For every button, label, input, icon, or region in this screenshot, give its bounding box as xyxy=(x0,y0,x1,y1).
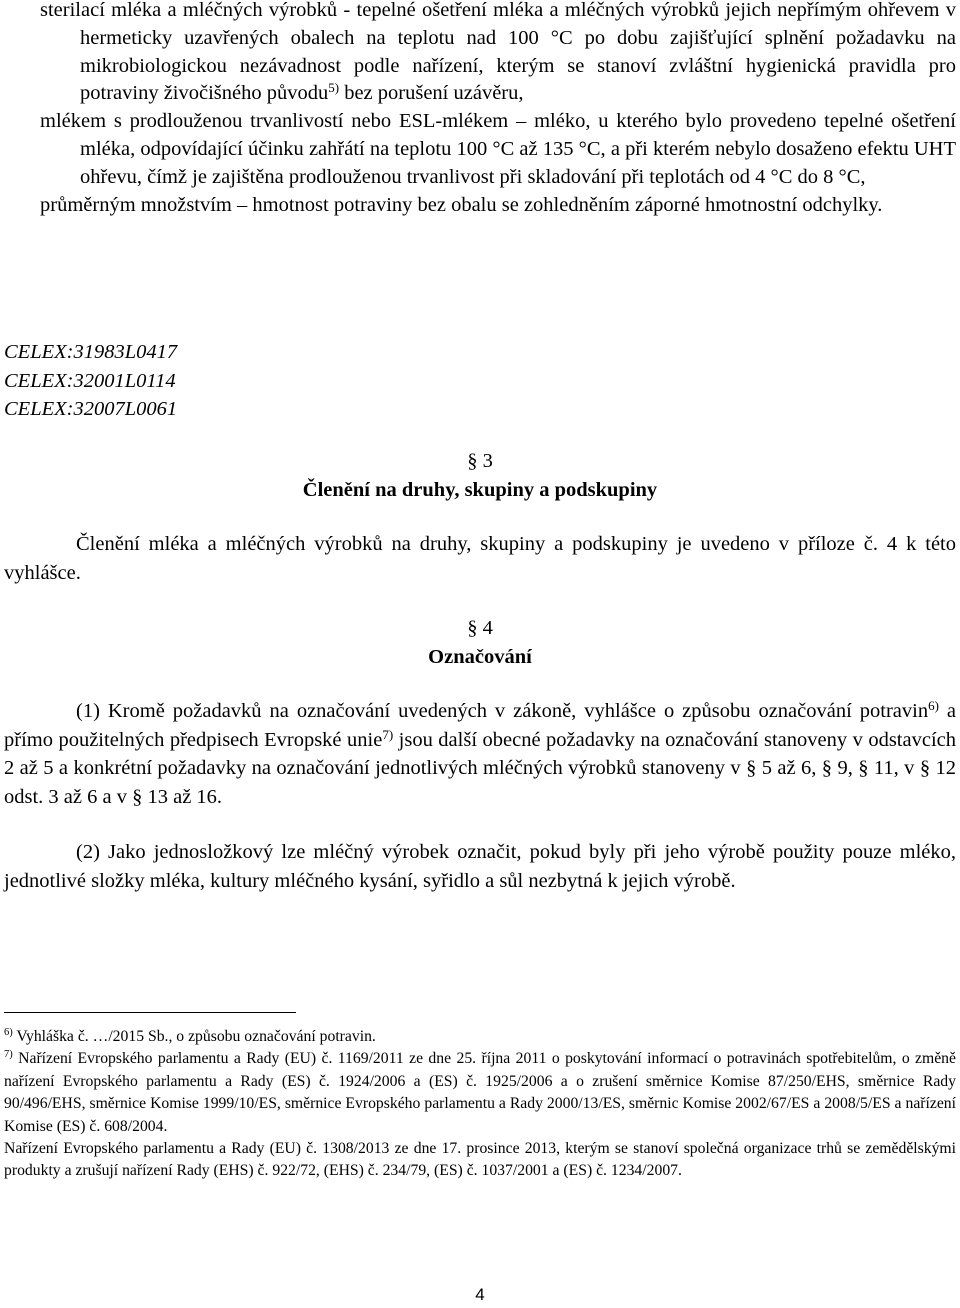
definition-list xyxy=(4,0,956,219)
section-title: Členění na druhy, skupiny a podskupiny xyxy=(302,479,658,501)
definition-y xyxy=(4,108,956,191)
footnote-mark: 7) xyxy=(4,1049,13,1061)
celex-ref: CELEX:32001L0114 xyxy=(4,369,176,392)
definition-label xyxy=(4,108,40,136)
footnote-7: $^{7)}$ Nařízení Evropského parlamentu a Rady (EU) č. 1169/2011 ze dne 25. října 2011 o poskytování informací o potravinách spotřebitelům, o změně nařízení Evropského parlamentu a Rady (ES) č. 1924/2006 a (ES) č. 1925/2006 a o zrušení směrnice Komise 87/250/EHS, směrnice Rady 90/496/EHS, směrnice Komise 1999/10/ES, směrnice Evropského parlamentu a Rady 2000/13/ES, směrnic Komise 2002/67/ES a 2008/5/ES a nařízení Komise (ES) č. 608/2004. xyxy=(4,1049,956,1135)
definition-x xyxy=(4,0,956,108)
definition-text: sterilací mléka a mléčných výrobků - tepelné ošetření mléka a mléčných výrobků jejich nepřímým ohřevem v hermeticky uzavřených obalech na teplotu nad 100 °C po dobu zajišťující splnění požadavku na mikrobiologickou nezávadnost podle nařízení, kterým se stanoví zvláštní hygienická pravidla pro potraviny živočišného původu xyxy=(40,0,956,105)
footnote-separator xyxy=(4,1012,296,1013)
definition-z xyxy=(4,192,956,220)
footnote-ref: 5) xyxy=(328,80,340,96)
footnote-7-continued: Nařízení Evropského parlamentu a Rady (EU) č. 1308/2013 ze dne 17. prosince 2013, kterým se stanoví společná organizace trhů se zemědělskými produkty a zrušují nařízení Rady (EHS) č. 922/72, (EHS) č. 234/79, (ES) č. 1037/2001 a (ES) č. 1234/2007. xyxy=(4,1140,956,1180)
section-4-paragraph-2: (2) Jako jednosložkový lze mléčný výrobek označit, pokud byly při jeho výrobě použity pouze mléko, jednotlivé složky mléka, kultury mléčného kysání, syřidlo a sůl nezbytná k jejich výrobě. xyxy=(4,841,956,892)
section-3-text: Členění mléka a mléčných výrobků na druhy, skupiny a podskupiny je uvedeno v příloze č. 4 k této vyhlášce. xyxy=(4,533,956,584)
section-3-heading xyxy=(0,447,960,505)
celex-ref: CELEX:32007L0061 xyxy=(4,398,178,420)
footnote-ref: 7) xyxy=(382,726,394,742)
section-number: § 3 xyxy=(467,450,493,472)
celex-ref: CELEX:31983L0417 xyxy=(4,341,178,363)
definition-text: mlékem s prodlouženou trvanlivostí nebo ESL-mlékem – mléko, u kterého bylo provedeno tepelné ošetření mléka, odpovídající účinku zahřátí na teplotu 100 °C až 135 °C, a při kterém nebylo dosaženo efektu UHT ohřevu, čímž je zajištěna prodlouženou trvanlivost při skladování při teplotách od 4 °C do 8 °C, xyxy=(40,110,956,188)
section-number: § 4 xyxy=(467,617,493,639)
definition-label xyxy=(4,192,40,220)
footnotes xyxy=(4,1026,956,1183)
celex-references xyxy=(4,338,177,424)
page-number: 4 xyxy=(475,1285,485,1304)
definition-text-after: bez porušení uzávěru, xyxy=(339,82,524,105)
section-4-paragraph-1: (1) Kromě požadavků na označování uvedených v zákoně, vyhlášce o způsobu označování potravin$^{6)}$ a přímo použitelných předpisech Evropské unie$^{7)}$ jsou další obecné požadavky na označování stanoveny v odstavcích 2 až 5 a konkrétní požadavky na označování jednotlivých mléčných výrobků stanoveny v § 5 až 6, § 9, § 11, v § 12 odst. 3 až 6 a v § 13 až 16. xyxy=(4,698,956,808)
section-4-heading xyxy=(0,614,960,672)
section-title: Označování xyxy=(428,646,532,668)
footnote-6: $^{6)}$ Vyhláška č. …/2015 Sb., o způsobu označování potravin. xyxy=(4,1027,376,1045)
definition-label xyxy=(4,0,40,25)
footnote-ref: 6) xyxy=(928,698,939,713)
definition-text: průměrným množstvím – hmotnost potraviny bez obalu se zohledněním záporné hmotnostní odchylky. xyxy=(40,193,883,216)
footnote-mark: 6) xyxy=(4,1027,13,1038)
